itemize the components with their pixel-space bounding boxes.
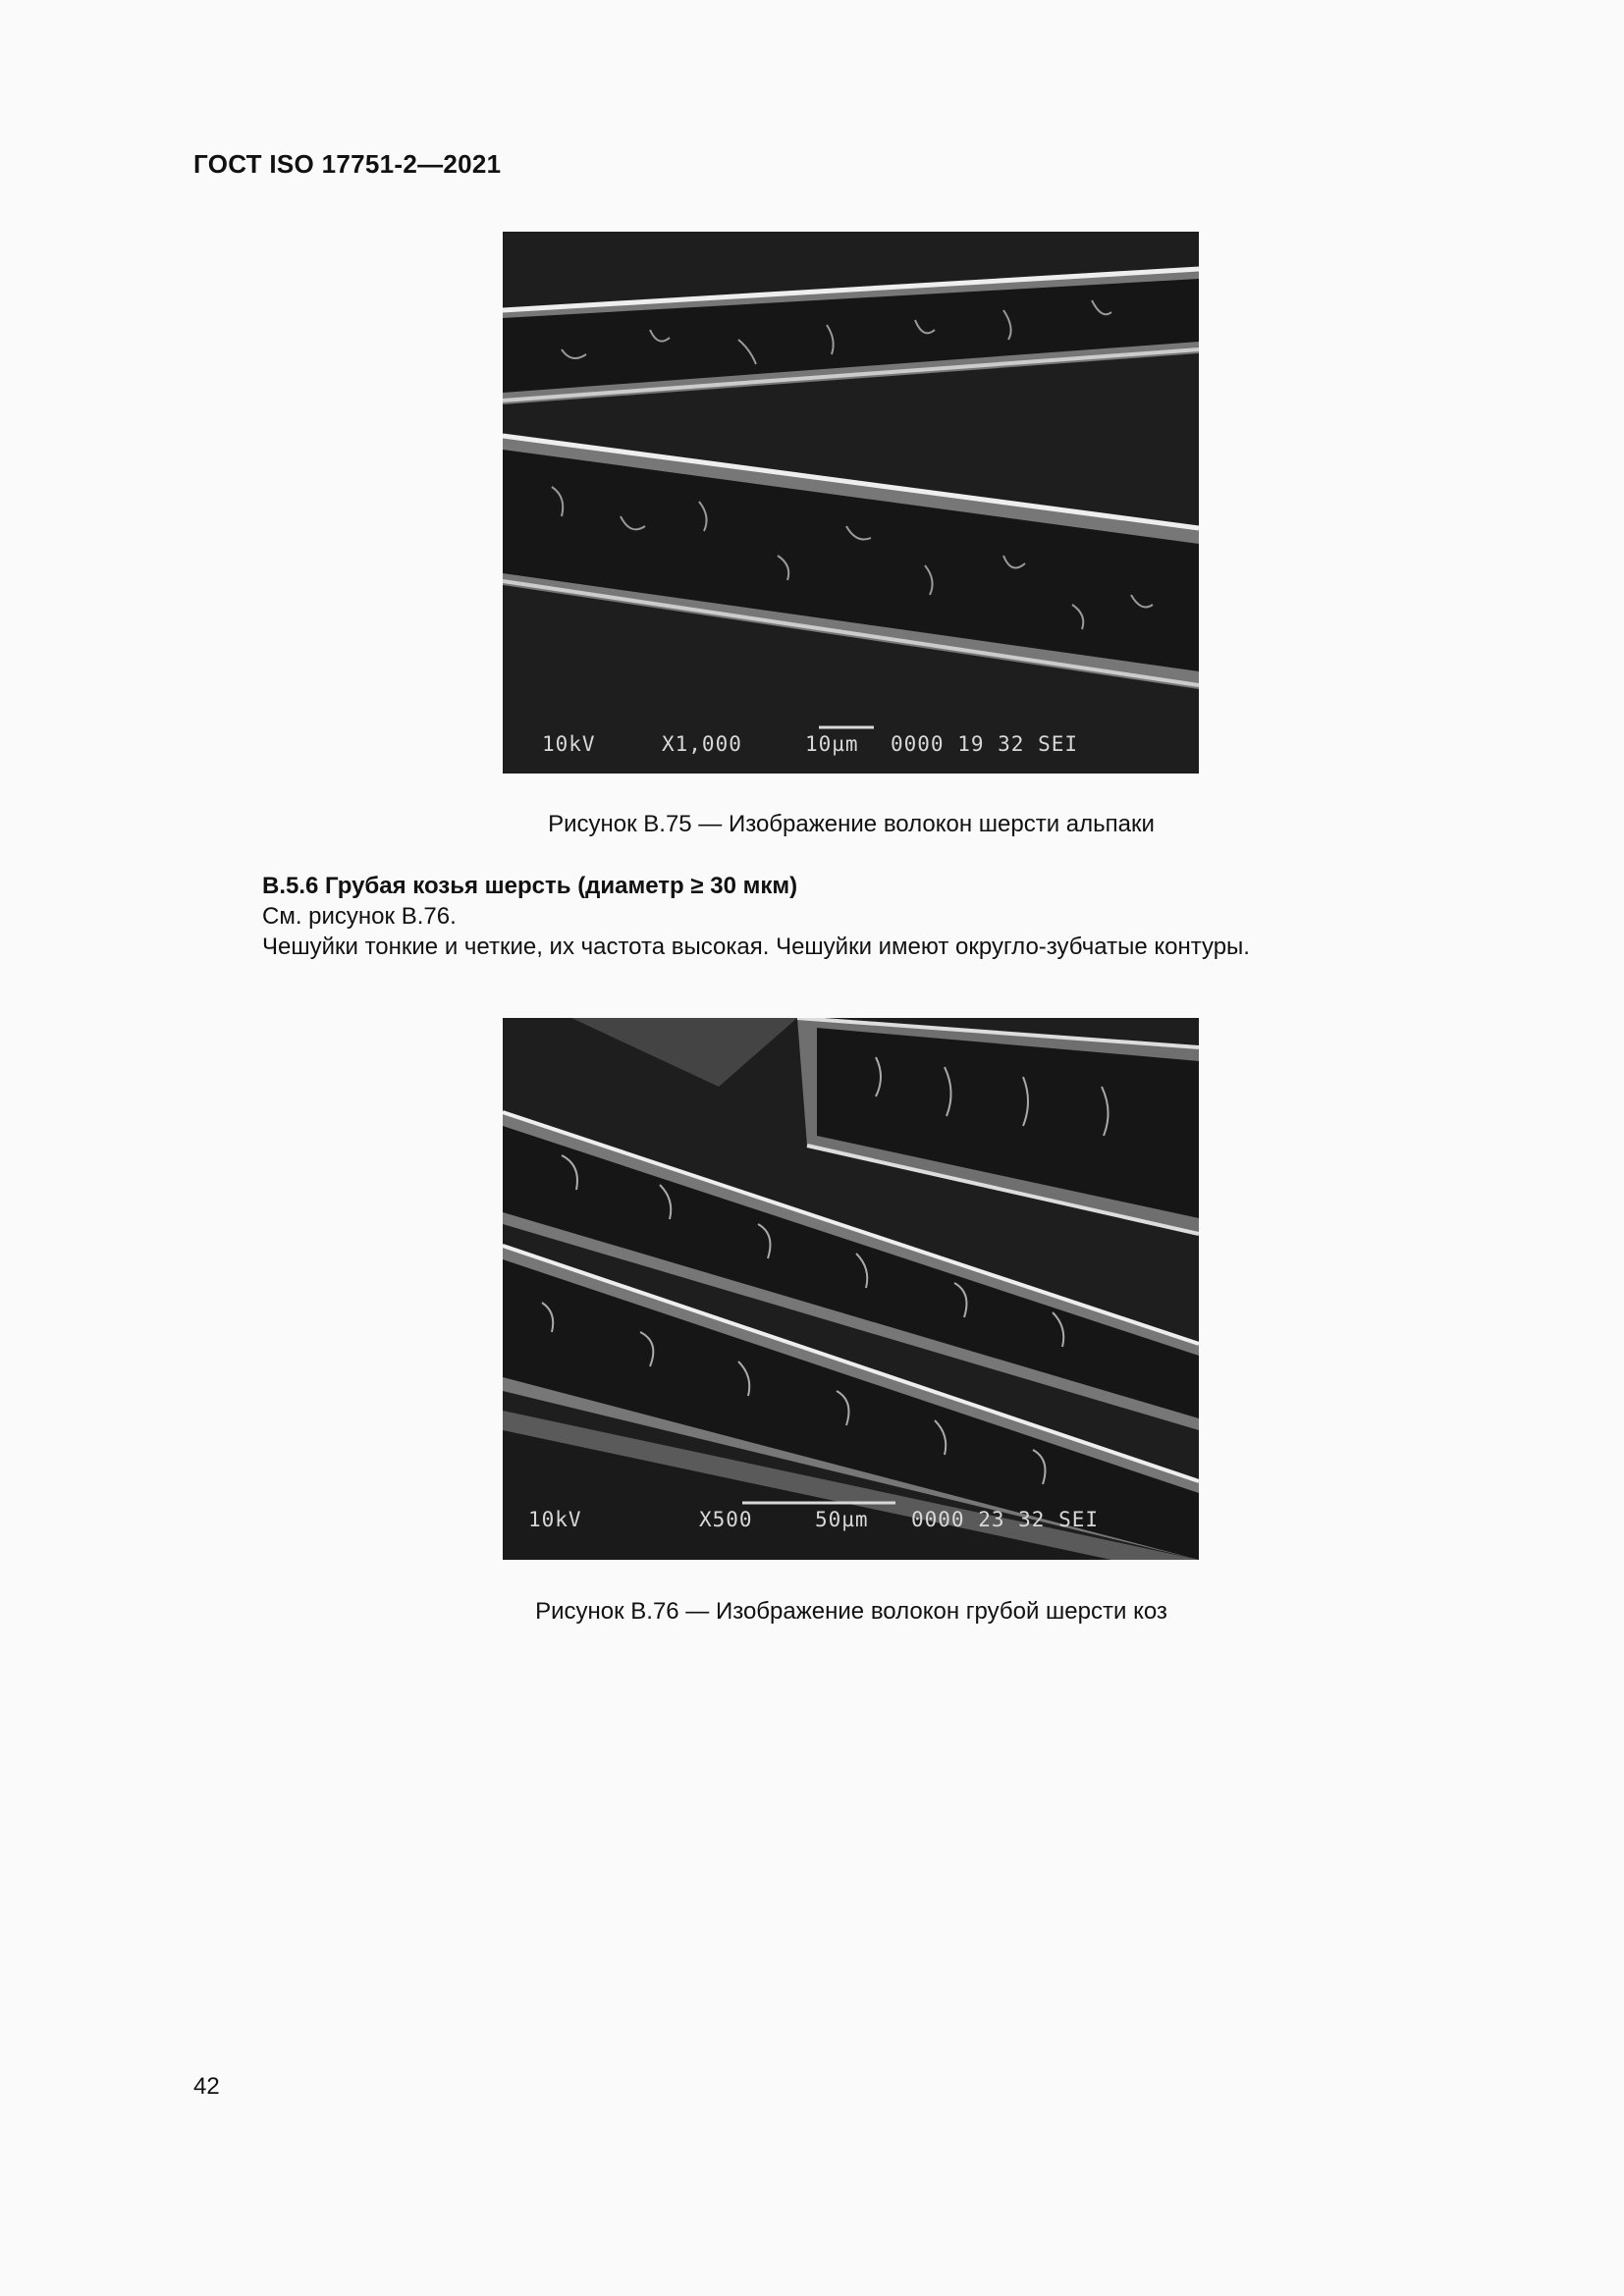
voltage-label: 10kV (528, 1508, 582, 1531)
page-number: 42 (193, 2073, 220, 2100)
image-code-label: 0000 23 32 SEI (911, 1508, 1100, 1531)
voltage-label: 10kV (542, 732, 596, 756)
scale-label: 50µm (815, 1508, 869, 1531)
micrograph-b75-svg (503, 232, 1199, 774)
micrograph-b76-svg (503, 1018, 1199, 1560)
figure-reference: См. рисунок B.76. (262, 903, 457, 930)
document-header-title: ГОСТ ISO 17751-2—2021 (193, 149, 502, 179)
section-b56 (262, 871, 1489, 962)
scale-label: 10µm (805, 732, 859, 756)
magnification-label: X1,000 (662, 732, 742, 756)
section-heading: B.5.6 Грубая козья шерсть (диаметр ≥ 30 мкм) (262, 873, 798, 899)
figure-caption-b76: Рисунок B.76 — Изображение волокон грубой шерсти коз (535, 1598, 1167, 1625)
alpaca-fiber-micrograph (503, 232, 1199, 774)
section-description: Чешуйки тонкие и четкие, их частота высокая. Чешуйки имеют округло-зубчатые контуры. (262, 934, 1250, 960)
magnification-label: X500 (699, 1508, 753, 1531)
image-code-label: 0000 19 32 SEI (891, 732, 1079, 756)
goat-fiber-micrograph (503, 1018, 1199, 1560)
figure-caption-b75: Рисунок B.75 — Изображение волокон шерсти альпаки (548, 811, 1155, 837)
